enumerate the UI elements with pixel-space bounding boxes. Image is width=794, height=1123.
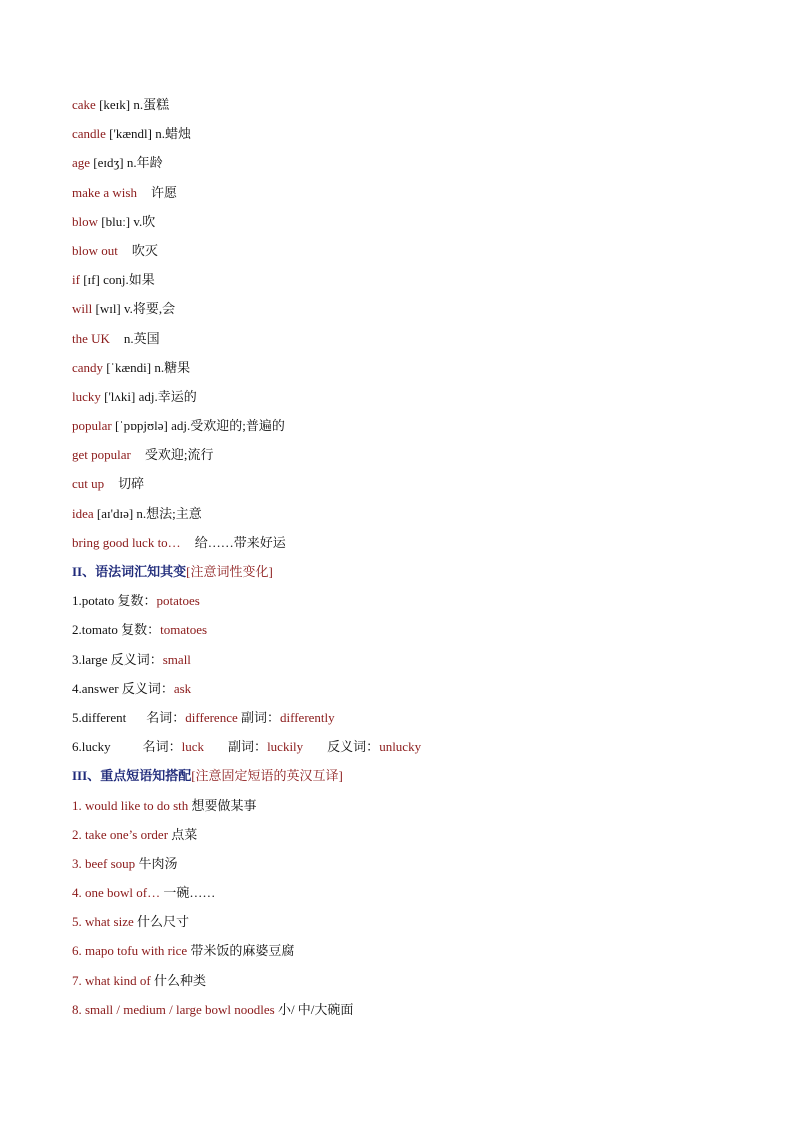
vocab-item [72,502,732,531]
phrase-en: 3. beef soup [72,855,136,871]
grammar-label: 1.potato 复数： [72,593,157,609]
vocab-meaning: n.英国 [123,330,160,346]
document-page [72,93,732,1027]
phrase-item [72,794,732,823]
vocab-word: popular [72,418,112,434]
vocab-pron: [bluː] [98,213,131,229]
grammar-label: 反义词： [327,739,380,755]
vocab-item [72,210,732,239]
grammar-label: 副词： [228,739,268,755]
vocab-list [72,93,732,560]
grammar-answer: unlucky [379,739,422,755]
grammar-label: 6.lucky [72,739,111,755]
phrase-zh: 什么尺寸 [133,914,189,930]
phrase-zh: 小/ 中/大碗面 [274,1001,354,1017]
phrase-zh: 牛肉汤 [135,855,178,871]
vocab-item [72,385,732,414]
section2-list [72,589,732,764]
vocab-pron: [ˈkændi] [103,359,152,375]
grammar-item [72,735,732,764]
grammar-label: 名词： [142,739,182,755]
vocab-pron: [aɪ'dɪə] [93,505,134,521]
grammar-answer: luck [181,739,205,755]
vocab-meaning: 吹灭 [131,242,158,258]
vocab-item [72,181,732,210]
vocab-meaning: n.蛋糕 [130,97,170,112]
section3-note: [注意固定短语的英汉互译] [191,768,343,784]
vocab-meaning: v.吹 [130,213,156,229]
phrase-zh: 点菜 [168,826,198,842]
vocab-item [72,472,732,501]
vocab-meaning: adj.受欢迎的;普遍的 [167,418,285,434]
phrase-en: 4. one bowl of… [72,885,161,901]
grammar-item [72,648,732,677]
grammar-label: 3.large 反义词： [72,651,163,667]
phrase-en: 7. what kind of [72,972,151,988]
section3-heading [72,764,732,793]
grammar-answer: tomatoes [160,622,208,638]
vocab-pron: [keɪk] [95,97,131,112]
grammar-label: 5.different [72,709,127,725]
vocab-word: the UK [72,330,110,346]
vocab-item [72,93,732,122]
section2-number: II、 [72,564,96,579]
vocab-pron: [ˈpɒpjʊlə] [111,418,168,434]
vocab-meaning: v.将要,会 [120,301,176,317]
grammar-answer: luckily [267,739,304,755]
vocab-item [72,443,732,472]
vocab-meaning: conj.如果 [99,272,155,288]
vocab-word: cake [72,97,96,112]
vocab-word: idea [72,505,94,521]
vocab-item [72,414,732,443]
vocab-meaning: adj.幸运的 [135,388,197,404]
vocab-word: get popular [72,447,131,463]
vocab-word: cut up [72,476,105,492]
vocab-meaning: n.想法;主意 [133,505,202,521]
phrase-item [72,852,732,881]
phrase-en: 6. mapo tofu with rice [72,943,188,959]
grammar-item [72,618,732,647]
grammar-item [72,589,732,618]
grammar-answer: small [162,651,191,667]
section2-title: 语法词汇知其变 [95,564,187,579]
phrase-en: 2. take one’s order [72,826,169,842]
section3-title: 重点短语知搭配 [100,768,192,784]
vocab-word: if [72,272,80,288]
vocab-meaning: 许愿 [150,184,177,200]
phrase-en: 1. would like to do sth [72,797,189,813]
vocab-item [72,239,732,268]
vocab-item [72,297,732,326]
vocab-pron: [eɪdʒ] [90,155,124,171]
grammar-answer: difference [185,709,238,725]
grammar-label: 4.answer 反义词： [72,680,174,696]
vocab-meaning: 受欢迎;流行 [144,447,214,463]
vocab-meaning: n.蜡烛 [151,126,191,142]
grammar-answer: differently [280,709,335,725]
vocab-item [72,531,732,560]
vocab-pron: ['kændl] [105,126,152,142]
section3-number: III、 [72,768,101,784]
vocab-meaning: n.糖果 [151,359,191,375]
phrase-zh: 什么种类 [150,972,206,988]
phrase-item [72,910,732,939]
vocab-meaning: 给……带来好运 [194,534,286,550]
phrase-item [72,969,732,998]
grammar-label: 2.tomato 复数： [72,622,161,638]
phrase-item [72,939,732,968]
grammar-label: 副词： [237,709,281,725]
section2-heading [72,560,732,589]
section3-list [72,794,732,1028]
vocab-item [72,151,732,180]
vocab-item [72,122,732,151]
phrase-zh: 想要做某事 [188,797,257,813]
vocab-word: lucky [72,388,101,404]
vocab-word: blow out [72,242,118,258]
grammar-item [72,706,732,735]
vocab-word: candle [72,126,106,142]
phrase-en: 5. what size [72,914,134,930]
vocab-pron: ['lʌki] [100,388,136,404]
grammar-answer: potatoes [156,593,200,609]
vocab-item [72,356,732,385]
phrase-en: 8. small / medium / large bowl noodles [72,1001,275,1017]
vocab-meaning: 切碎 [118,476,145,492]
grammar-label: 名词： [146,709,186,725]
vocab-item [72,268,732,297]
vocab-word: candy [72,359,104,375]
section2-note: [注意词性变化] [186,564,273,579]
phrase-zh: 一碗…… [160,885,216,901]
vocab-pron: [wɪl] [92,301,121,317]
grammar-item [72,677,732,706]
vocab-word: make a wish [72,184,137,200]
vocab-word: bring good luck to… [72,534,181,550]
vocab-word: age [72,155,91,171]
vocab-word: blow [72,213,98,229]
phrase-zh: 带米饭的麻婆豆腐 [187,943,295,959]
phrase-item [72,998,732,1027]
vocab-meaning: n.年龄 [123,155,163,171]
vocab-item [72,327,732,356]
phrase-item [72,881,732,910]
grammar-answer: ask [173,680,192,696]
vocab-pron: [ɪf] [79,272,100,288]
vocab-word: will [72,301,93,317]
phrase-item [72,823,732,852]
